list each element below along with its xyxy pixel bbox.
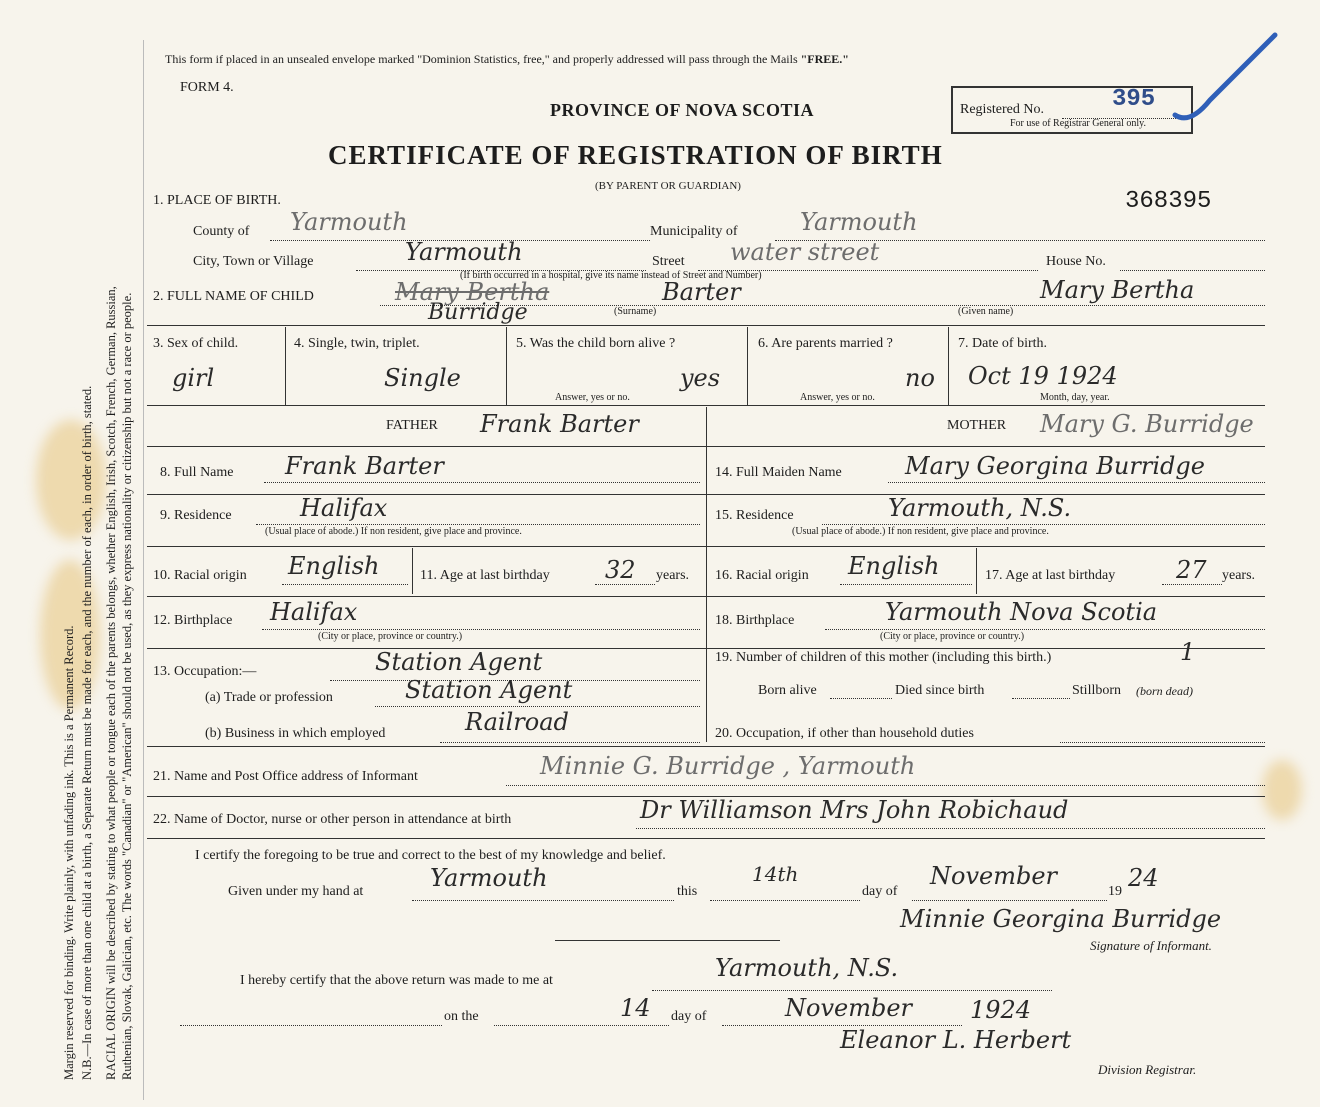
registrar-year-value: 1924 <box>970 996 1032 1024</box>
given-month-line <box>912 900 1107 901</box>
mother-age-value: 27 <box>1176 556 1207 584</box>
section-divider <box>147 546 1265 547</box>
registrar-signature: Eleanor L. Herbert <box>840 1026 1072 1054</box>
street-value: water street <box>730 238 880 266</box>
father-heading: FATHER <box>386 418 438 433</box>
mother-birthplace-line <box>825 629 1265 630</box>
mother-age-line <box>1162 584 1222 585</box>
form-number: FORM 4. <box>180 80 234 95</box>
dob-label: 7. Date of birth. <box>958 336 1048 351</box>
house-number-line <box>1120 270 1265 271</box>
dob-value: Oct 19 1924 <box>968 362 1118 390</box>
father-heading-value: Frank Barter <box>480 410 639 438</box>
answer-note: Answer, yes or no. <box>800 392 875 403</box>
parents-married-value: no <box>905 364 935 392</box>
column-divider <box>948 327 949 405</box>
mother-residence-line <box>822 524 1265 525</box>
signature-rule <box>555 940 780 941</box>
municipality-value: Yarmouth <box>800 208 918 236</box>
registrar-blank-line <box>180 1025 442 1026</box>
mother-occupation-label: 20. Occupation, if other than household duties <box>715 726 974 741</box>
county-value: Yarmouth <box>290 208 408 236</box>
father-age-label: 11. Age at last birthday <box>420 568 550 583</box>
attendant-value: Dr Williamson Mrs John Robichaud <box>640 796 1069 824</box>
registrar-place-line <box>652 990 1052 991</box>
given-year-value: 24 <box>1128 864 1159 892</box>
certificate-title: CERTIFICATE OF REGISTRATION OF BIRTH <box>328 140 943 170</box>
sex-value: girl <box>172 364 215 392</box>
county-label: County of <box>193 224 250 239</box>
column-divider <box>976 548 977 594</box>
city-value: Yarmouth <box>405 238 523 266</box>
registrar-day-line <box>494 1025 669 1026</box>
sex-label: 3. Sex of child. <box>153 336 239 351</box>
father-race-value: English <box>288 552 380 580</box>
given-month-value: November <box>930 862 1058 890</box>
father-race-label: 10. Racial origin <box>153 568 247 583</box>
mother-race-label: 16. Racial origin <box>715 568 809 583</box>
serial-number: 368395 <box>1125 188 1212 215</box>
answer-note: Answer, yes or no. <box>555 392 630 403</box>
side-note-multiple-births: N.B.—In case of more than one child at a birth, a Separate Return must be made for each, and the number of each, in order of birth, stated. <box>80 385 94 1080</box>
column-divider <box>747 327 748 405</box>
year-prefix: 19 <box>1108 884 1122 899</box>
mother-residence-label: 15. Residence <box>715 508 794 523</box>
father-age-line <box>595 584 655 585</box>
section-divider <box>147 596 1265 597</box>
parents-married-label: 6. Are parents married ? <box>758 336 893 351</box>
father-occupation-label: 13. Occupation:— <box>153 664 257 679</box>
given-place-value: Yarmouth <box>430 864 548 892</box>
father-name-label: 8. Full Name <box>160 465 234 480</box>
business-line <box>440 742 700 743</box>
binding-margin-line <box>143 40 144 1100</box>
mother-age-label: 17. Age at last birthday <box>985 568 1116 583</box>
mother-residence-value: Yarmouth, N.S. <box>888 494 1072 522</box>
province-heading: PROVINCE OF NOVA SCOTIA <box>550 100 815 120</box>
trade-value: Station Agent <box>405 676 573 704</box>
division-registrar-label: Division Registrar. <box>1098 1062 1197 1077</box>
registrar-place-value: Yarmouth, N.S. <box>715 954 899 982</box>
registrar-statement: I hereby certify that the above return was made to me at <box>240 973 553 988</box>
place-of-birth-heading: 1. PLACE OF BIRTH. <box>153 193 281 208</box>
city-label: City, Town or Village <box>193 254 314 269</box>
house-number-label: House No. <box>1046 254 1106 269</box>
father-name-line <box>264 482 700 483</box>
registrar-day-value: 14 <box>620 994 651 1022</box>
column-divider <box>506 327 507 405</box>
born-alive-count-line <box>830 698 892 699</box>
side-note-racial-origin-cont: Ruthenian, Slovak, Galician, etc. The words "Canadian" or "American" should not be used, as they express nationality or citizenship but not a race or people. <box>120 292 134 1080</box>
mail-note <box>165 52 849 67</box>
registered-label: Registered No. <box>960 102 1044 117</box>
surname-note: (Surname) <box>614 306 657 317</box>
column-divider <box>412 548 413 594</box>
registrar-use-note: For use of Registrar General only. <box>1010 118 1146 129</box>
born-alive-count-label: Born alive <box>758 683 817 698</box>
section-divider <box>147 746 1265 747</box>
given-label: Given under my hand at <box>228 884 364 899</box>
signature-of-informant-label: Signature of Informant. <box>1090 938 1212 953</box>
child-name-label: 2. FULL NAME OF CHILD <box>153 289 314 304</box>
father-birthplace-label: 12. Birthplace <box>153 613 233 628</box>
informant-signature: Minnie Georgina Burridge <box>900 905 1222 933</box>
section-divider <box>147 405 1265 406</box>
mother-heading: MOTHER <box>947 418 1007 433</box>
plurality-label: 4. Single, twin, triplet. <box>294 336 420 351</box>
mother-birthplace-label: 18. Birthplace <box>715 613 795 628</box>
business-label: (b) Business in which employed <box>205 726 386 741</box>
mother-heading-value: Mary G. Burridge <box>1040 410 1254 438</box>
father-birthplace-note: (City or place, province or country.) <box>318 631 463 642</box>
father-race-line <box>282 584 408 585</box>
father-age-value: 32 <box>605 556 636 584</box>
born-alive-value: yes <box>680 364 721 392</box>
column-divider <box>285 327 286 405</box>
side-note-binding: Margin reserved for binding. Write plainly, with unfading ink. This is a Permanent Record. <box>62 625 76 1080</box>
stillborn-label: Stillborn <box>1072 683 1122 698</box>
stain-mark <box>1262 760 1302 820</box>
father-residence-note: (Usual place of abode.) If non resident, give place and province. <box>265 526 522 537</box>
mother-name-line <box>888 482 1265 483</box>
given-day-line <box>710 900 860 901</box>
children-count-label: 19. Number of children of this mother (including this birth.) <box>715 650 1052 665</box>
informant-label: 21. Name and Post Office address of Informant <box>153 769 418 784</box>
father-birthplace-value: Halifax <box>270 598 358 626</box>
child-name-correction: Burridge <box>428 300 528 325</box>
given-place-line <box>412 900 674 901</box>
child-surname-value: Barter <box>662 278 741 306</box>
attendant-line <box>636 828 1265 829</box>
business-value: Railroad <box>465 708 569 736</box>
father-residence-line <box>256 524 700 525</box>
plurality-value: Single <box>384 364 461 392</box>
dob-note: Month, day, year. <box>1040 392 1110 403</box>
mother-name-label: 14. Full Maiden Name <box>715 465 842 480</box>
mother-birthplace-value: Yarmouth Nova Scotia <box>885 598 1158 626</box>
blue-check-mark <box>1170 30 1280 130</box>
child-given-name-value: Mary Bertha <box>1040 276 1195 304</box>
child-struck-name: Mary Bertha <box>395 278 550 306</box>
this-label: this <box>677 884 698 899</box>
mail-note-text: This form if placed in an unsealed envelope marked "Dominion Statistics, free," and properly addressed will pass through the Mails <box>165 52 798 66</box>
father-residence-value: Halifax <box>300 494 388 522</box>
street-label: Street <box>652 254 685 269</box>
trade-line <box>375 706 700 707</box>
section-divider <box>147 446 1265 447</box>
informant-value: Minnie G. Burridge , Yarmouth <box>540 752 916 780</box>
mother-name-value: Mary Georgina Burridge <box>905 452 1205 480</box>
mother-residence-note: (Usual place of abode.) If non resident, give place and province. <box>792 526 1049 537</box>
father-age-unit: years. <box>656 568 690 583</box>
parents-center-divider <box>706 407 707 742</box>
on-the-label: on the <box>444 1009 479 1024</box>
mother-occupation-line <box>1060 742 1265 743</box>
municipality-label: Municipality of <box>650 224 738 239</box>
day-of-label: day of <box>671 1009 707 1024</box>
mail-note-free: "FREE." <box>800 52 849 66</box>
stain-mark <box>36 420 106 540</box>
mother-birthplace-note: (City or place, province or country.) <box>880 631 1025 642</box>
registered-number: 395 <box>1112 86 1156 113</box>
section-divider <box>147 838 1265 839</box>
side-note-racial-origin: RACIAL ORIGIN will be described by stating to what people or tongue each of the parents belongs, whether English, Irish, Scotch, French, German, Russian, <box>104 286 118 1080</box>
stillborn-note: (born dead) <box>1136 684 1193 698</box>
attendant-label: 22. Name of Doctor, nurse or other person in attendance at birth <box>153 812 512 827</box>
section-divider <box>147 325 1265 326</box>
given-day-value: 14th <box>752 862 799 886</box>
mother-age-unit: years. <box>1222 568 1256 583</box>
certify-statement: I certify the foregoing to be true and correct to the best of my knowledge and belief. <box>195 848 666 863</box>
father-birthplace-line <box>262 629 700 630</box>
registrar-month-value: November <box>785 994 913 1022</box>
born-alive-label: 5. Was the child born alive ? <box>516 336 676 351</box>
children-count-value: 1 <box>1180 638 1196 666</box>
section-divider <box>147 648 1265 649</box>
given-name-note: (Given name) <box>958 306 1014 317</box>
mother-race-line <box>840 584 972 585</box>
day-of-label: day of <box>862 884 898 899</box>
father-name-value: Frank Barter <box>285 452 444 480</box>
mother-race-value: English <box>848 552 940 580</box>
died-count-line <box>1012 698 1070 699</box>
father-occupation-value: Station Agent <box>375 648 543 676</box>
died-count-label: Died since birth <box>895 683 985 698</box>
trade-label: (a) Trade or profession <box>205 690 333 705</box>
certificate-subtitle: (BY PARENT OR GUARDIAN) <box>595 180 741 192</box>
father-residence-label: 9. Residence <box>160 508 232 523</box>
hospital-note: (If birth occurred in a hospital, give its name instead of Street and Number) <box>460 270 762 281</box>
informant-line <box>506 785 1265 786</box>
